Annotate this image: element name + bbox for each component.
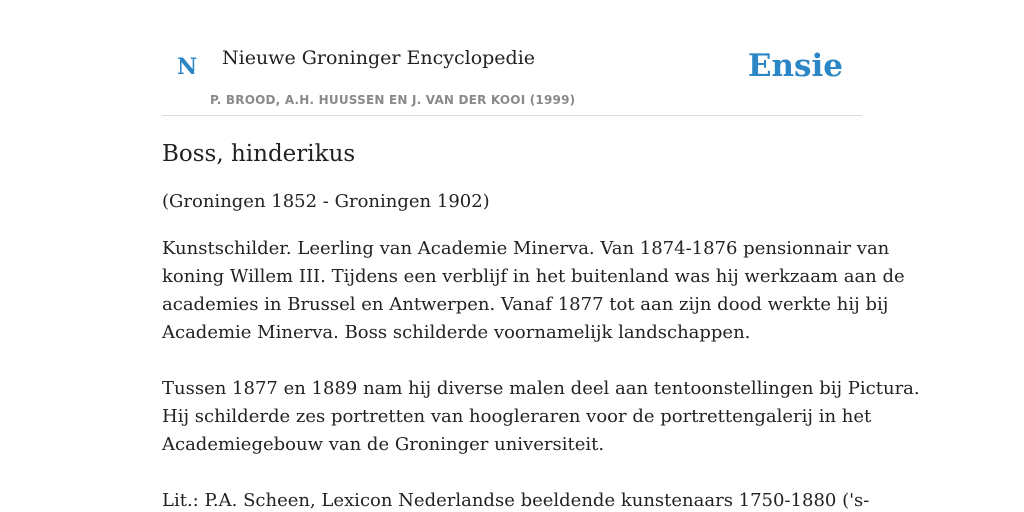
book-authors: P. BROOD, A.H. HUUSSEN EN J. VAN DER KOOI (1999) [210,93,576,107]
paragraph-line: Lit.: P.A. Scheen, Lexicon Nederlandse beeldende kunstenaars 1750-1880 ('s- [162,490,870,511]
entry-literature [162,487,870,512]
ensie-logo[interactable]: Ensie [747,48,843,84]
paragraph-line: Academiegebouw van de Groninger universiteit. [162,434,605,455]
entry-paragraph [162,375,920,459]
encyclopedia-logo-icon[interactable]: N [177,54,198,80]
paragraph-line: Kunstschilder. Leerling van Academie Minerva. Van 1874-1876 pensionnair van [162,238,890,259]
paragraph-line: Academie Minerva. Boss schilderde voornamelijk landschappen. [162,322,751,343]
book-title-link[interactable]: Nieuwe Groninger Encyclopedie [222,47,536,69]
entry-content [162,138,920,512]
paragraph-line: academies in Brussel en Antwerpen. Vanaf 1877 tot aan zijn dood werkte hij bij [162,294,889,315]
paragraph-line: Hij schilderde zes portretten van hoogleraren voor de portrettengalerij in het [162,406,872,427]
paragraph-line: Tussen 1877 en 1889 nam hij diverse malen deel aan tentoonstellingen bij Pictura. [162,378,920,399]
entry-dates: (Groningen 1852 - Groningen 1902) [162,191,490,212]
paragraph-line: koning Willem III. Tijdens een verblijf in het buitenland was hij werkzaam aan de [162,266,905,287]
header [162,0,862,116]
entry-paragraph [162,235,905,347]
entry-title: Boss, hinderikus [162,141,356,167]
